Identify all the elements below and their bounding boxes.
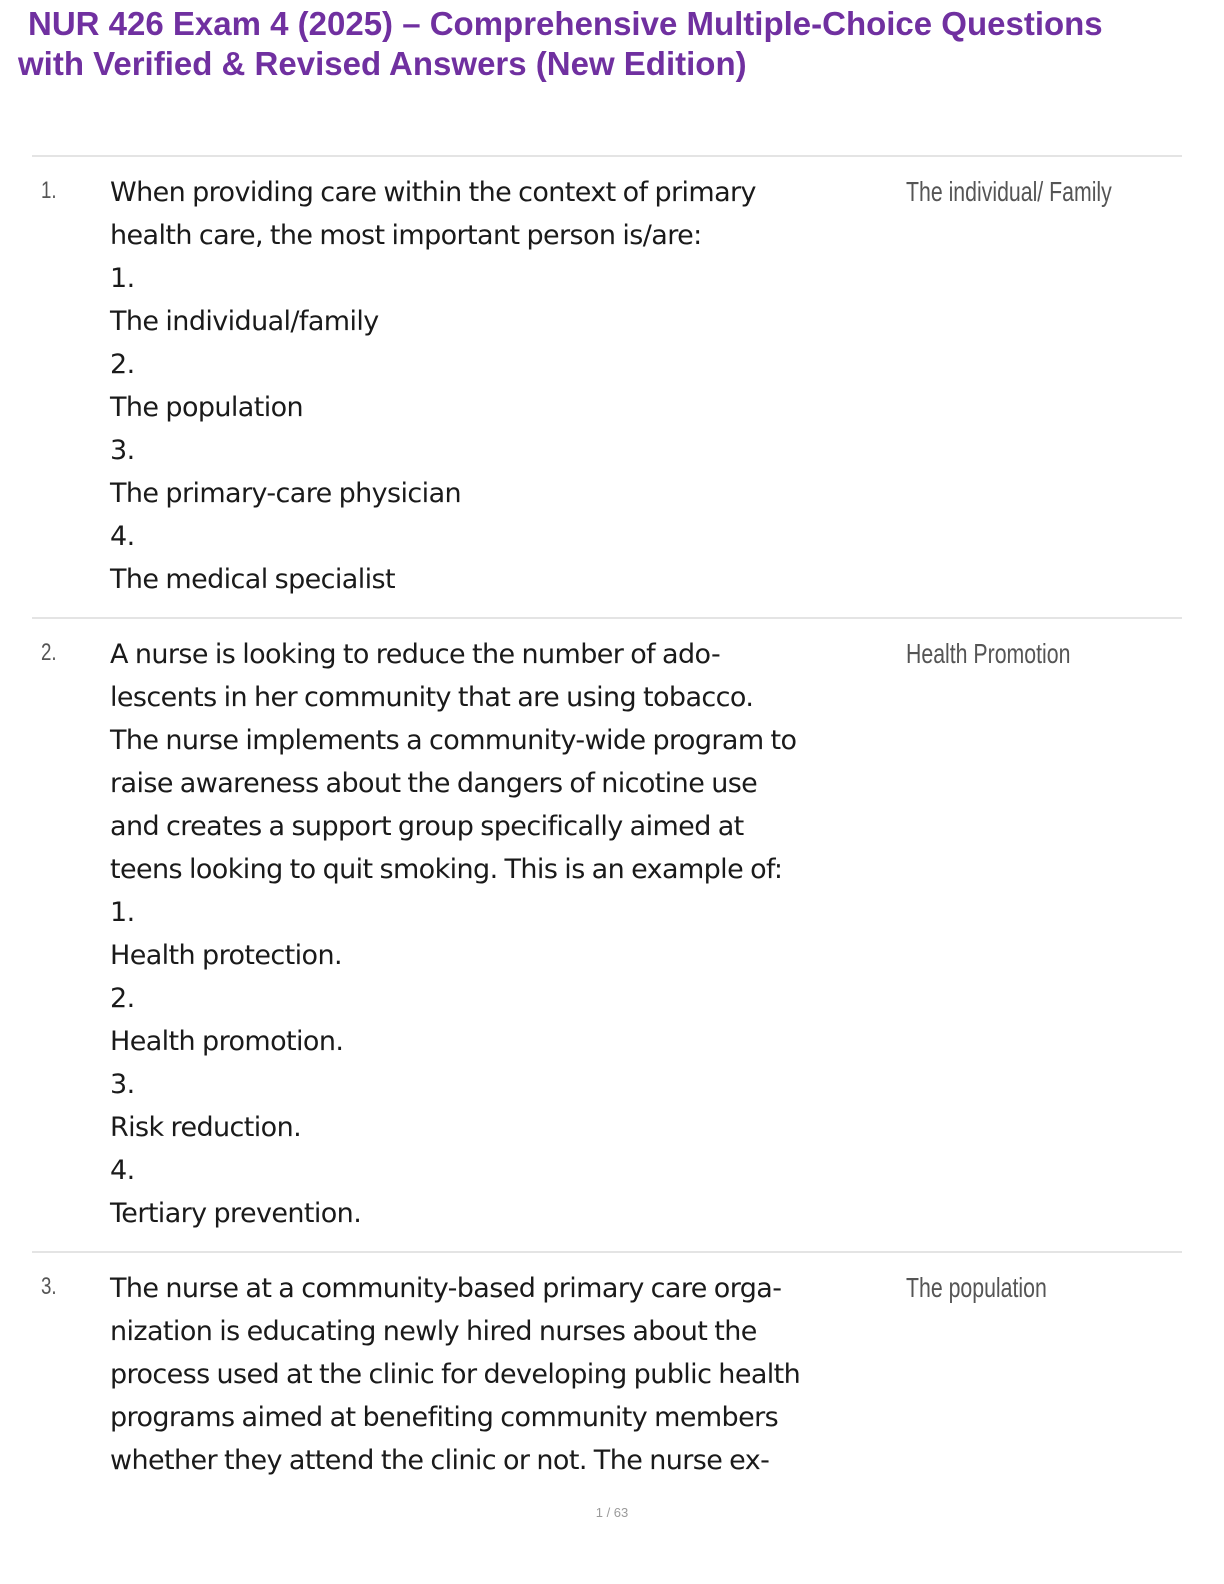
question-stem-line: raise awareness about the dangers of nicotine use [110, 768, 758, 799]
option-number: 1. [110, 263, 135, 294]
option-number: 4. [110, 521, 135, 552]
question-stem [110, 171, 910, 257]
question-stem-line: health care, the most important person is/are: [110, 220, 702, 251]
document-title-line: NUR 426 Exam 4 (2025) – Comprehensive Multiple-Choice Questions [28, 5, 1103, 42]
question-stem-line: teens looking to quit smoking. This is an example of: [110, 854, 783, 885]
option-text: Health protection. [110, 940, 342, 971]
question-row [32, 1251, 1182, 1498]
question-stem [110, 633, 910, 891]
question-row [32, 155, 1182, 617]
question-row [32, 617, 1182, 1251]
option-number: 1. [110, 897, 135, 928]
question-number: 3. [41, 1273, 57, 1300]
answer-label: Health Promotion [906, 638, 1071, 669]
question-stem-line: programs aimed at benefiting community members [110, 1402, 779, 1433]
option-number: 2. [110, 983, 135, 1014]
question-list [32, 155, 1182, 1498]
question-stem-line: nization is educating newly hired nurses about the [110, 1316, 757, 1347]
option-number: 2. [110, 349, 135, 380]
option-text: The primary-care physician [110, 478, 462, 509]
option-text: The medical specialist [110, 564, 395, 595]
question-body [110, 171, 910, 601]
question-stem-line: process used at the clinic for developing public health [110, 1359, 801, 1390]
question-number: 2. [41, 639, 57, 666]
question-stem-line: When providing care within the context of primary [110, 177, 756, 208]
answer-label: The population [906, 1272, 1047, 1303]
page-indicator: 1 / 63 [595, 1505, 629, 1520]
question-stem-line: The nurse implements a community-wide program to [110, 725, 797, 756]
question-stem-line: A nurse is looking to reduce the number of ado- [110, 639, 721, 670]
question-number: 1. [41, 177, 57, 204]
question-body [110, 1267, 910, 1482]
answer-label: The individual/ Family [906, 176, 1112, 207]
option-text: Risk reduction. [110, 1112, 302, 1143]
question-stem-line: whether they attend the clinic or not. The nurse ex- [110, 1445, 770, 1476]
document-title [18, 4, 1208, 84]
question-stem-line: lescents in her community that are using tobacco. [110, 682, 754, 713]
option-number: 3. [110, 435, 135, 466]
document-title-line: with Verified & Revised Answers (New Edition) [18, 45, 747, 82]
question-stem-line: The nurse at a community-based primary care orga- [110, 1273, 782, 1304]
option-text: The population [110, 392, 304, 423]
question-stem-line: and creates a support group specifically aimed at [110, 811, 744, 842]
option-text: Health promotion. [110, 1026, 344, 1057]
question-stem [110, 1267, 910, 1482]
option-number: 3. [110, 1069, 135, 1100]
question-body [110, 633, 910, 1235]
option-text: The individual/family [110, 306, 379, 337]
option-number: 4. [110, 1155, 135, 1186]
option-text: Tertiary prevention. [110, 1198, 362, 1229]
